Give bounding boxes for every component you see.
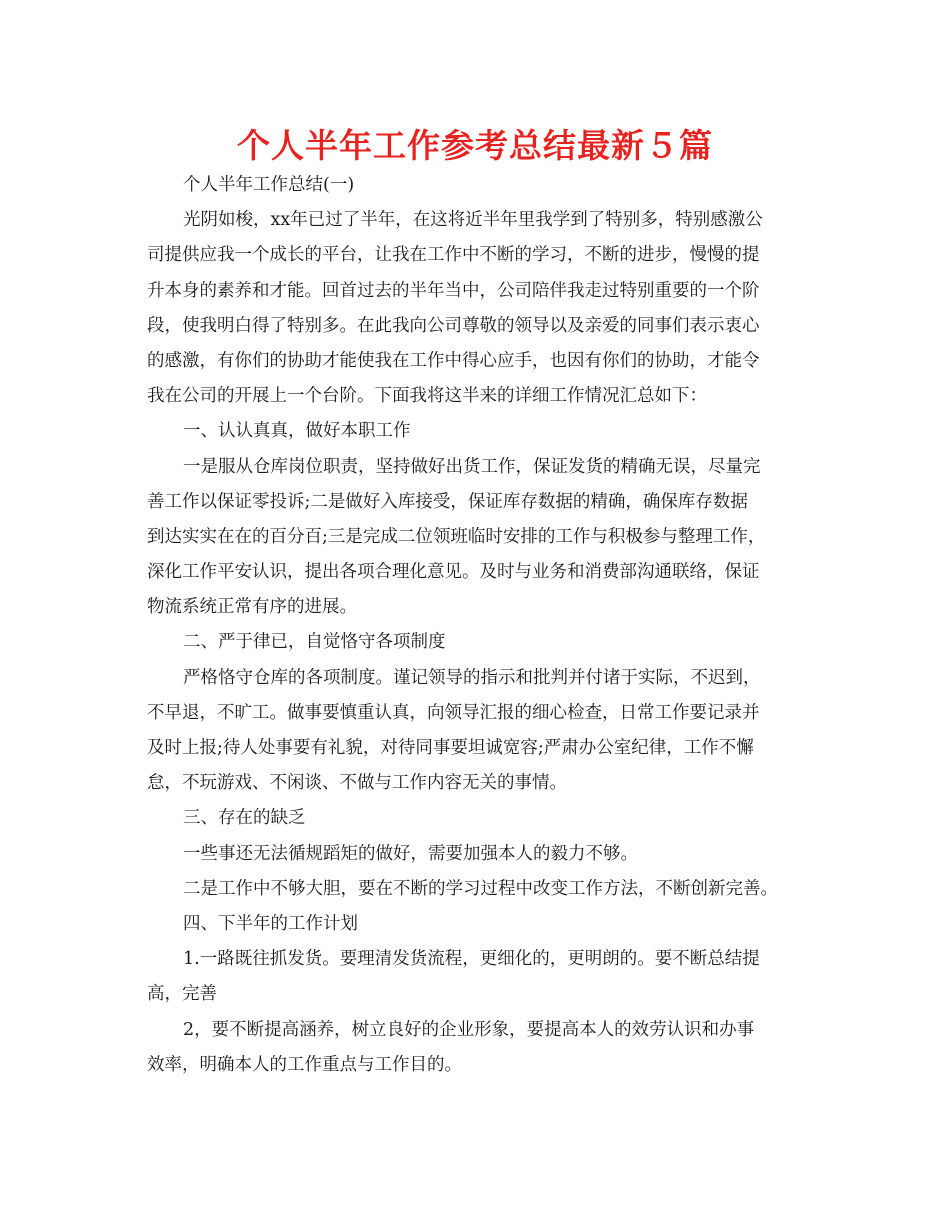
document-title: 个人半年工作参考总结最新５篇 — [237, 126, 713, 165]
body-line: 升本身的素养和才能。回首过去的半年当中，公司陪伴我走过特别重要的一个阶 — [147, 280, 760, 301]
body-line: 高，完善 — [147, 984, 217, 1005]
document-body — [147, 168, 817, 1083]
body-line: 效率，明确本人的工作重点与工作目的。 — [147, 1054, 462, 1075]
body-line: 四、下半年的工作计划 — [183, 913, 358, 934]
body-line: 不早退，不旷工。做事要慎重认真，向领导汇报的细心检查，日常工作要记录并 — [147, 702, 760, 723]
body-line: 怠，不玩游戏、不闲谈、不做与工作内容无关的事情。 — [147, 773, 567, 794]
body-line: 光阴如梭，xx年已过了半年，在这将近半年里我学到了特别多，特别感激公 — [183, 210, 763, 231]
body-line: 2，要不断提高涵养，树立良好的企业形象，要提高本人的效劳认识和办事 — [183, 1019, 755, 1040]
body-line: 二是工作中不够大胆，要在不断的学习过程中改变工作方法，不断创新完善。 — [183, 878, 778, 899]
body-line: 物流系统正常有序的进展。 — [147, 597, 357, 618]
body-line: 一些事还无法循规蹈矩的做好，需要加强本人的毅力不够。 — [183, 843, 638, 864]
body-line: 严格恪守仓库的各项制度。谨记领导的指示和批判并付诸于实际，不迟到， — [183, 667, 761, 688]
body-line: 一是服从仓库岗位职责，坚持做好出货工作，保证发货的精确无误，尽量完 — [183, 456, 761, 477]
body-line: 一、认认真真，做好本职工作 — [183, 421, 411, 442]
body-line: 司提供应我一个成长的平台，让我在工作中不断的学习，不断的进步，慢慢的提 — [147, 245, 760, 266]
body-line: 及时上报;待人处事要有礼貌，对待同事要坦诚宽容;严肃办公室纪律，工作不懈 — [147, 738, 754, 758]
body-line: 善工作以保证零投诉;二是做好入库接受，保证库存数据的精确，确保库存数据 — [147, 491, 748, 512]
body-line: 段，使我明白得了特别多。在此我向公司尊敬的领导以及亲爱的同事们表示衷心 — [147, 315, 760, 336]
body-line: 个人半年工作总结(一) — [183, 175, 355, 195]
body-line: 1.一路既往抓发货。要理清发货流程，更细化的，更明朗的。要不断总结提 — [183, 949, 760, 970]
body-line: 到达实实在在的百分百;三是完成二位领班临时安排的工作与积极参与整理工作， — [147, 526, 766, 547]
body-line: 的感激，有你们的协助才能使我在工作中得心应手，也因有你们的协助，才能令 — [147, 350, 760, 371]
body-line: 三、存在的缺乏 — [183, 808, 306, 829]
body-line: 二、严于律已，自觉恪守各项制度 — [183, 632, 446, 653]
body-line: 我在公司的开展上一个台阶。下面我将这半来的详细工作情况汇总如下： — [147, 386, 707, 407]
body-line: 深化工作平安认识，提出各项合理化意见。及时与业务和消费部沟通联络，保证 — [147, 562, 760, 583]
